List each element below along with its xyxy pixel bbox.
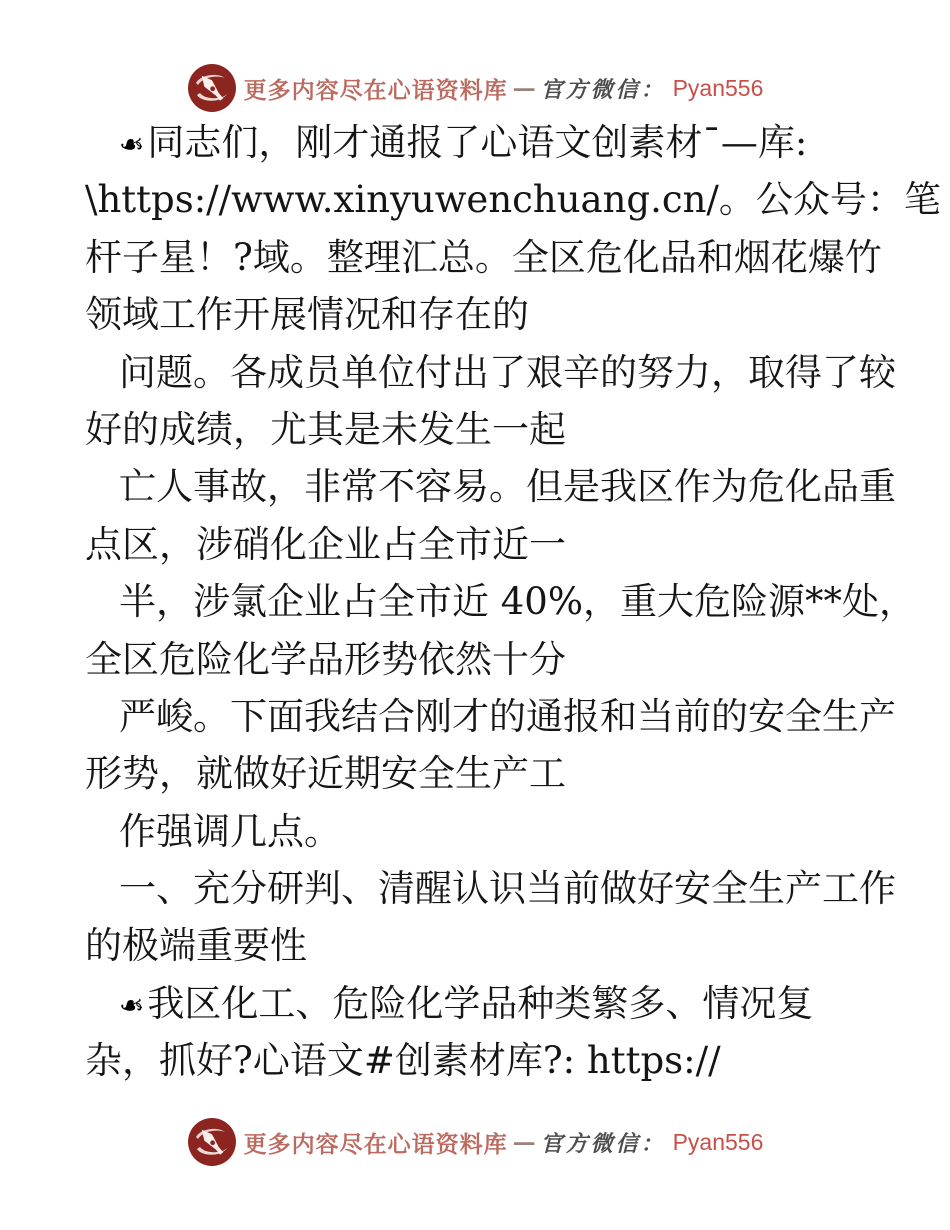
text-line — [85, 458, 896, 515]
text-line — [85, 344, 896, 401]
wechat-label: 官方微信： — [540, 1130, 666, 1157]
brand-logo-icon — [187, 1116, 237, 1168]
text-line-content: 好的成绩，尤其是未发生一起 — [85, 407, 566, 451]
text-line — [85, 803, 869, 860]
text-line — [85, 229, 882, 286]
brand-dash: — — [512, 74, 536, 102]
text-line-content: 杂，抓好?心语文#创素材库?: https:// — [85, 1039, 721, 1083]
text-line-content: 点区，涉硝化企业占全市近一 — [85, 522, 566, 566]
text-line-content: 一、充分研判、清醒认识当前做好安全生产工作 — [119, 867, 896, 911]
paragraph-ornament-icon: ❧ — [119, 128, 145, 163]
brand-text: 更多内容尽在心语资料库 — [243, 1130, 508, 1158]
text-line — [85, 860, 896, 917]
text-line-content: 作强调几点。 — [119, 809, 341, 853]
text-line-content: 半，涉氯企业占全市近 40%，重大危险源**处， — [119, 580, 916, 624]
text-line — [85, 975, 869, 1032]
brand-text: 更多内容尽在心语资料库 — [243, 76, 508, 104]
brand-logo-icon — [187, 62, 237, 114]
text-line-content: 领域工作开展情况和存在的 — [85, 293, 529, 337]
text-line — [85, 573, 916, 630]
text-line-content: 形势，就做好近期安全生产工 — [85, 752, 566, 796]
text-line — [85, 688, 896, 745]
brand-dash: — — [512, 1128, 536, 1156]
text-line — [85, 745, 869, 802]
text-line-content: 严峻。下面我结合刚才的通报和当前的安全生产 — [119, 694, 896, 738]
document-body — [85, 114, 941, 1090]
text-line — [85, 917, 869, 974]
text-line — [85, 286, 869, 343]
text-line-content: 亡人事故，非常不容易。但是我区作为危化品重 — [119, 465, 896, 509]
text-line-content: 全区危险化学品形势依然十分 — [85, 637, 566, 681]
text-line-content: 同志们，刚才通报了心语文创素材¯—库: — [147, 121, 808, 164]
paragraph-ornament-icon: ❧ — [119, 988, 145, 1024]
text-line — [85, 401, 869, 458]
text-line-content: 问题。各成员单位付出了艰辛的努力，取得了较 — [119, 350, 896, 394]
text-line-content: 的极端重要性 — [85, 924, 307, 968]
text-line — [85, 631, 869, 688]
wechat-label: 官方微信： — [540, 76, 666, 103]
wechat-id: Pyan556 — [672, 1128, 764, 1155]
text-line — [85, 114, 869, 171]
text-line-content: 杆子星！?域。整理汇总。全区危化品和烟花爆竹 — [85, 235, 882, 279]
text-line — [85, 1032, 869, 1089]
document-header — [0, 58, 950, 118]
text-line-content: \https://www.xinyuwenchuang.cn/。公众号：笔 — [85, 178, 941, 222]
text-line — [85, 171, 941, 228]
wechat-id: Pyan556 — [672, 74, 764, 101]
text-line — [85, 516, 869, 573]
document-footer — [0, 1112, 950, 1172]
text-line-content: 我区化工、危险化学品种类繁多、情况复 — [147, 981, 814, 1025]
